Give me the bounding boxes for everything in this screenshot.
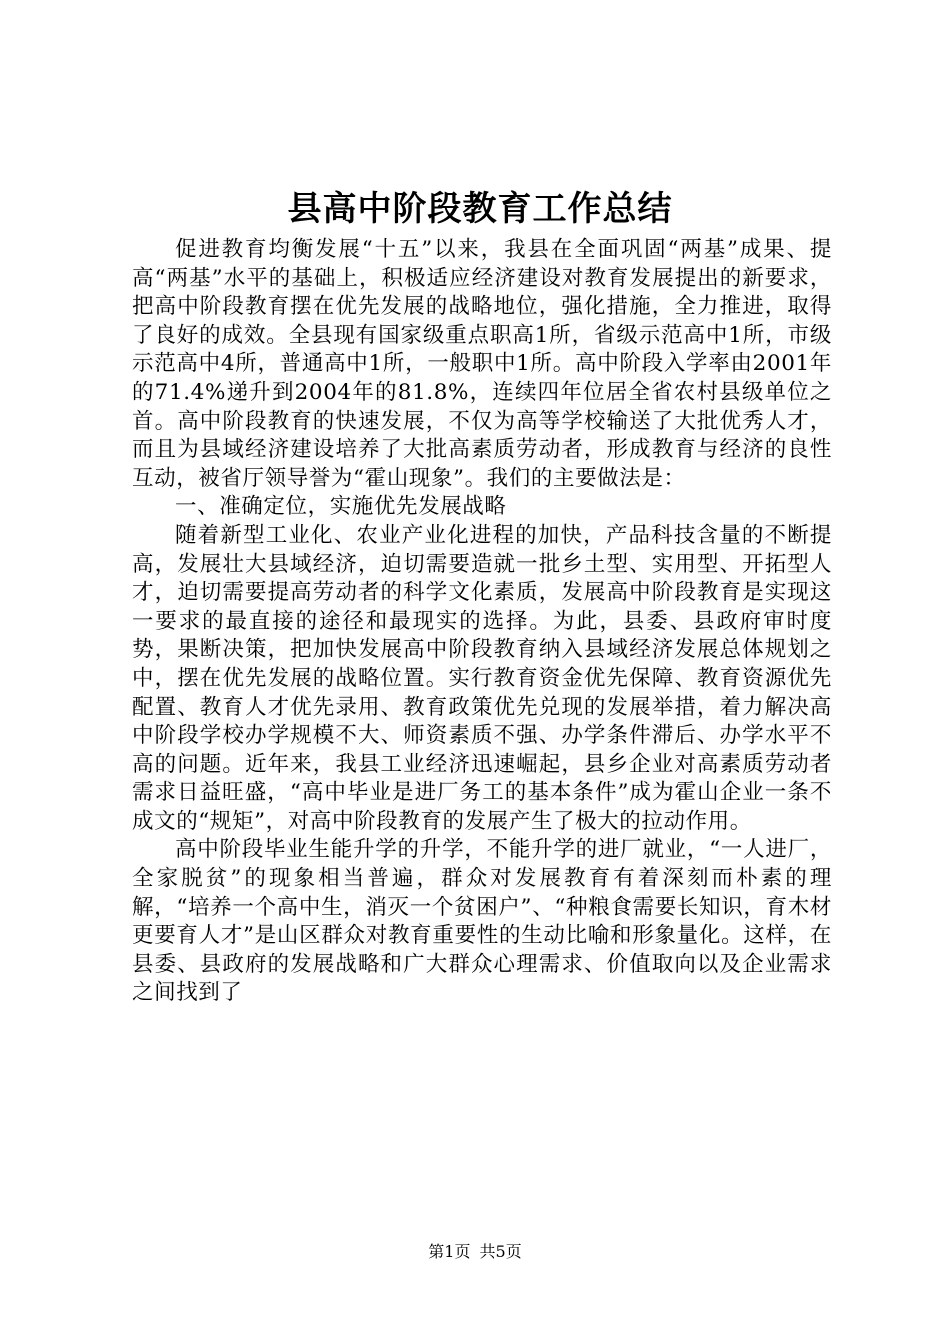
document-title: 县高中阶段教育工作总结 [287,189,673,229]
section-heading: 一、准确定位，实施优先发展战略 [175,494,507,520]
page-total: 共5页 [479,1242,522,1261]
page-number: 第1页 [428,1242,471,1261]
document-body [132,236,832,1008]
paragraph-section-2: 高中阶段毕业生能升学的升学，不能升学的进厂就业，“一人进厂，全家脱贫”的现象相当普遍，群众对发展教育有着深刻而朴素的理解，“培养一个高中生，消灭一个贫困户”、“种粮食需要长知识，育木材更要育人才”是山区群众对教育重要性的生动比喻和形象量化。这样，在县委、县政府的发展战略和广大群众心理需求、价值取向以及企业需求之间找到了 [132,837,832,1006]
page-footer [0,1240,950,1264]
paragraph-intro: 促进教育均衡发展“十五”以来，我县在全面巩固“两基”成果、提高“两基”水平的基础上，积极适应经济建设对教育发展提出的新要求，把高中阶段教育摆在优先发展的战略地位，强化措施，全力推进，取得了良好的成效。全县现有国家级重点职高1所，省级示范高中1所，市级示范高中4所，普通高中1所，一般职中1所。高中阶段入学率由2001年的71.4%递升到2004年的81.8%，连续四年位居全省农村县级单位之首。高中阶段教育的快速发展，不仅为高等学校输送了大批优秀人才，而且为县域经济建设培养了大批高素质劳动者，形成教育与经济的良性互动，被省厅领导誉为“霍山现象”。我们的主要做法是： [132,237,832,491]
paragraph-section-1: 随着新型工业化、农业产业化进程的加快，产品科技含量的不断提高，发展壮大县域经济，迫切需要造就一批乡土型、实用型、开拓型人才，迫切需要提高劳动者的科学文化素质，发展高中阶段教育是实现这一要求的最直接的途径和最现实的选择。为此，县委、县政府审时度势，果断决策，把加快发展高中阶段教育纳入县域经济发展总体规划之中，摆在优先发展的战略位置。实行教育资金优先保障、教育资源优先配置、教育人才优先录用、教育政策优先兑现的发展举措，着力解决高中阶段学校办学规模不大、师资素质不强、办学条件滞后、办学水平不高的问题。近年来，我县工业经济迅速崛起，县乡企业对高素质劳动者需求日益旺盛，“高中毕业是进厂务工的基本条件”成为霍山企业一条不成文的“规矩”，对高中阶段教育的发展产生了极大的拉动作用。 [132,522,832,834]
